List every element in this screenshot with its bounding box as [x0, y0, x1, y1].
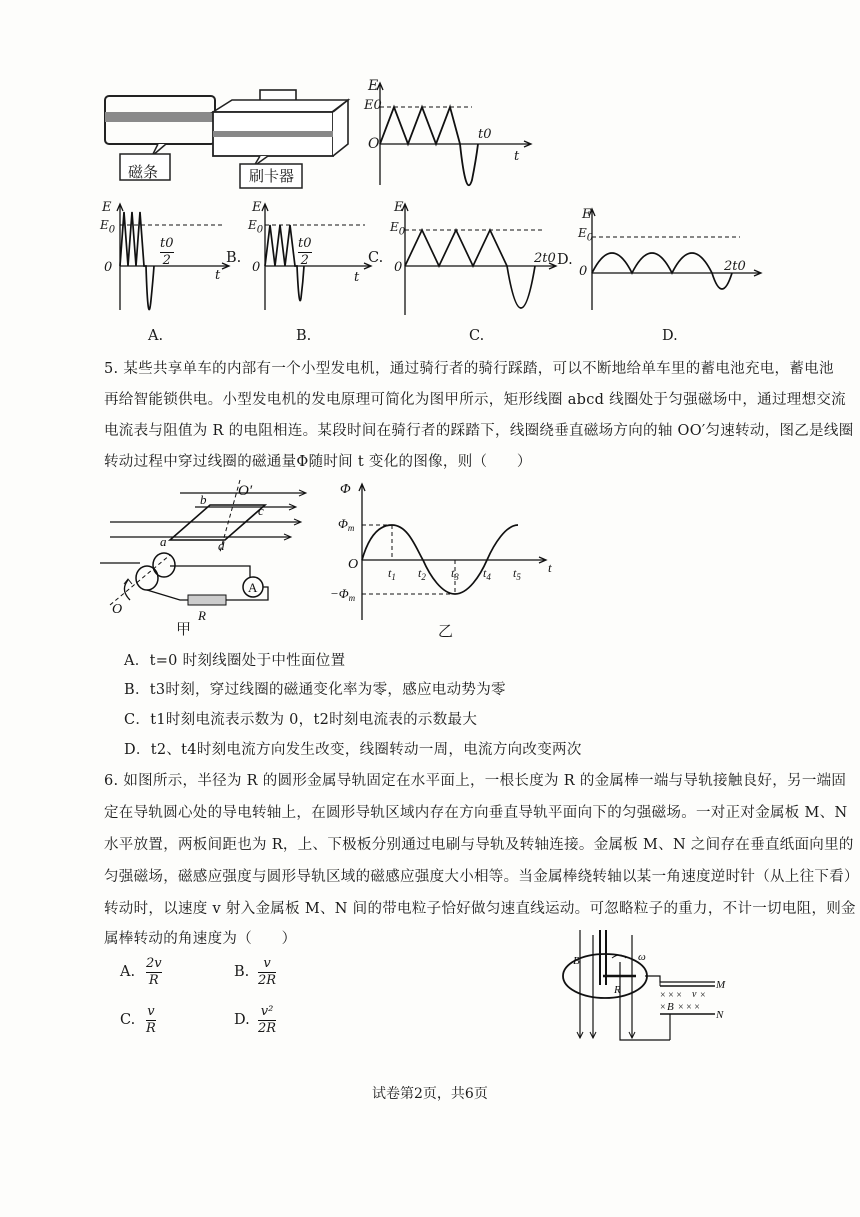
q6-option-b-letter: B.: [234, 964, 250, 980]
svg-text:B: B: [667, 1001, 674, 1013]
option-c-e0-label: $E_0$: [390, 220, 406, 238]
svg-text:t2: $t_2$: [418, 566, 426, 582]
option-a-origin: 0: [104, 260, 113, 275]
svg-text:×: ×: [660, 1002, 666, 1013]
q5-option-c: C．t1时刻电流表示数为 0，t2时刻电流表的示数最大: [124, 712, 478, 728]
q5-line-3: 电流表与阻值为 R 的电阻相连。某段时间在骑行者的踩踏下，线圈绕垂直磁场方向的轴 OO′匀速转动，图乙是线圈: [104, 423, 854, 439]
q5-option-d: D．t2、t4时刻电流方向发生改变，线圈转动一周，电流方向改变两次: [124, 742, 582, 758]
q6-line-4: 匀强磁场，磁感应强度与圆形导轨区域的磁感应强度大小相等。当金属棒绕转轴以某一角速度逆时针（从上往下看）: [104, 869, 859, 885]
top-graph-origin: O: [368, 136, 380, 152]
option-a-t-label: t: [215, 268, 221, 283]
option-a-letter: A.: [148, 328, 164, 344]
option-b-t-label: t: [354, 270, 360, 285]
svg-text:t4: $t_4$: [483, 566, 491, 582]
q6-option-a-fraction: 2v R: [146, 956, 162, 988]
svg-text:N: N: [716, 1009, 724, 1021]
svg-text:A: A: [248, 580, 258, 595]
option-c-letter: C.: [469, 328, 485, 344]
top-graph-t-label: t: [514, 149, 520, 164]
q5-line-2: 再给智能锁供电。小型发电机的发电原理可简化为图甲所示，矩形线圈 abcd 线圈处于匀强磁场中，通过理想交流: [104, 392, 846, 408]
option-b-e-label: E: [252, 200, 262, 215]
q6-option-a-letter: A.: [120, 964, 136, 980]
top-graph-t0-label: t0: [478, 127, 492, 142]
svg-text:O: O: [112, 602, 123, 617]
top-emf-graph: [360, 80, 540, 190]
q6-line-1: 6. 如图所示，半径为 R 的圆形金属导轨固定在水平面上，一根长度为 R 的金属棒一端与导轨接触良好，另一端固: [104, 773, 847, 789]
q6-option-c-fraction: v R: [146, 1004, 156, 1036]
flux-graph: [330, 480, 570, 620]
q6-line-6: 属棒转动的角速度为（ ）: [104, 931, 297, 947]
option-d-origin: 0: [579, 264, 588, 279]
q6-line-3: 水平放置，两板间距也为 R，上、下极板分别通过电刷与导轨及转轴连接。金属板 M、N 之间存在垂直纸面向里的: [104, 837, 854, 853]
svg-text:c: c: [258, 503, 264, 518]
option-b-letter: B.: [296, 328, 312, 344]
option-a-letter-inline: B.: [226, 250, 242, 266]
generator-figure: [100, 480, 310, 630]
q5-option-b: B．t3时刻，穿过线圈的磁通变化率为零，感应电动势为零: [124, 682, 506, 698]
option-b-letter-inline: C.: [368, 250, 384, 266]
svg-text:R: R: [198, 608, 206, 623]
option-c-e-label: E: [394, 200, 404, 215]
svg-text:M: M: [716, 979, 726, 991]
svg-text:Φ: Φ: [340, 482, 351, 497]
svg-text:R: R: [614, 984, 621, 996]
option-b-mark: t0 2: [298, 236, 312, 268]
top-graph-e-axis-label: E: [368, 78, 379, 94]
option-d-mark: 2t0: [724, 259, 746, 274]
option-d-letter: D.: [662, 328, 678, 344]
option-a-e-label: E: [102, 200, 112, 215]
option-c-origin: 0: [394, 260, 403, 275]
fig-yi-label: 乙: [438, 622, 454, 640]
svg-text:Φm: $\Phi_m$: [338, 516, 355, 533]
svg-text:a: a: [160, 534, 167, 549]
svg-text:ω: ω: [638, 951, 646, 963]
svg-text:×: ×: [700, 990, 706, 1001]
q6-option-b-fraction: v 2R: [258, 956, 277, 988]
svg-text:O: O: [348, 557, 359, 572]
option-c-letter-inline: D.: [557, 252, 573, 268]
option-a-e0-label: $E_0$: [100, 218, 116, 236]
svg-text:−Φm: $-\Phi_m$: [330, 586, 356, 603]
top-graph-e0-label: E0: [364, 98, 382, 113]
q5-line-4: 转动过程中穿过线圈的磁通量Φ随时间 t 变化的图像，则（ ）: [104, 454, 532, 470]
svg-text:b: b: [200, 492, 207, 507]
option-a-mark: t0 2: [160, 236, 174, 268]
svg-text:× × ×: × × ×: [660, 990, 682, 1001]
card-label: 磁条: [128, 163, 159, 181]
fig-jia-label: 甲: [176, 620, 192, 638]
svg-text:v: v: [692, 989, 697, 1000]
svg-text:t: t: [548, 560, 552, 575]
reader-label: 刷卡器: [249, 167, 295, 185]
option-c-mark: 2t0: [534, 251, 556, 266]
svg-text:t3: $t_3$: [451, 566, 459, 582]
svg-text:t1: $t_1$: [388, 566, 396, 582]
rotating-rod-figure: [560, 930, 740, 1045]
q5-line-1: 5. 某些共享单车的内部有一个小型发电机，通过骑行者的骑行踩踏，可以不断地给单车里的蓄电池充电，蓄电池: [104, 361, 834, 377]
svg-text:B: B: [573, 955, 580, 967]
q6-line-2: 定在导轨圆心处的导电转轴上，在圆形导轨区域内存在方向垂直导轨平面向下的匀强磁场。一对正对金属板 M、N: [104, 805, 848, 821]
q6-option-d-letter: D.: [234, 1012, 250, 1028]
q6-option-d-fraction: v² 2R: [258, 1004, 277, 1036]
svg-text:O′: O′: [238, 483, 253, 499]
option-d-e-label: E: [582, 207, 592, 222]
svg-text:d: d: [218, 538, 225, 553]
option-b-origin: 0: [252, 260, 261, 275]
page-footer: 试卷第2页，共6页: [372, 1086, 488, 1102]
svg-text:t5: $t_5$: [513, 566, 521, 582]
q5-option-a: A．t=0 时刻线圈处于中性面位置: [124, 653, 346, 669]
option-d-graph: [570, 205, 765, 310]
svg-text:× × ×: × × ×: [678, 1002, 700, 1013]
option-b-e0-label: $E_0$: [248, 218, 264, 236]
option-d-e0-label: $E_0$: [578, 226, 594, 244]
q6-option-c-letter: C.: [120, 1012, 136, 1028]
q6-line-5: 转动时，以速度 v 射入金属板 M、N 间的带电粒子恰好做匀速直线运动。可忽略粒子的重力，不计一切电阻，则金: [104, 901, 856, 917]
